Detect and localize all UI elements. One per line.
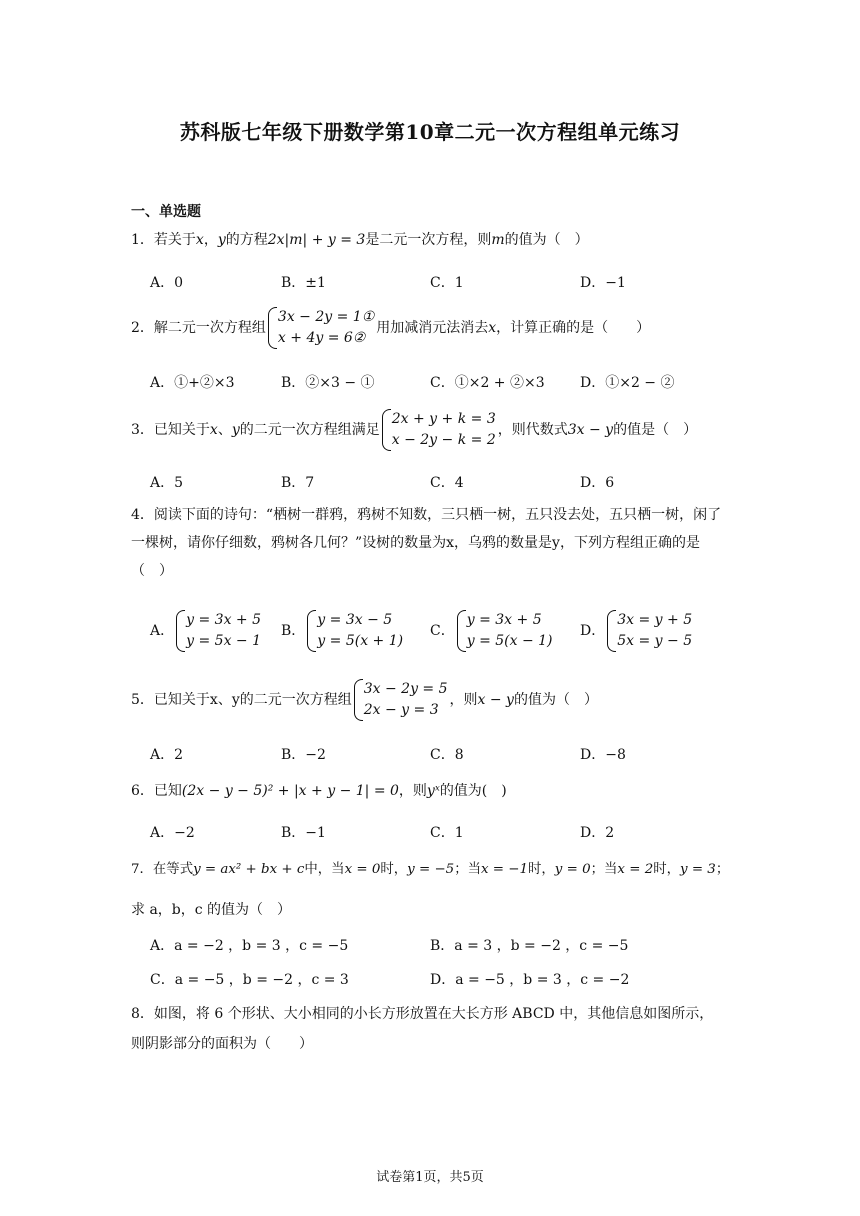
options-q6	[150, 822, 750, 844]
question-text: 已知关于	[153, 422, 210, 438]
option-c[interactable]: C．1	[430, 275, 464, 291]
question-text: 的值是（ ）	[613, 422, 698, 438]
question-text: ，则	[449, 692, 478, 708]
page-title: 苏科版七年级下册数学第10章二元一次方程组单元练习	[179, 120, 681, 144]
option-label: B．	[281, 623, 306, 639]
option-label: A．	[150, 623, 175, 639]
math-expression: x − y	[477, 692, 514, 708]
question-text: 时，	[380, 862, 408, 877]
question-text: 的二元一次方程组满足	[239, 422, 380, 438]
question-text: 时，	[653, 862, 680, 877]
math-var: y	[217, 232, 226, 248]
option-a[interactable]: A．a = −2 ，b = 3 ，c = −5	[150, 938, 349, 954]
question-text: 阅读下面的诗句：“栖树一群鸦，鸦树不知数，三只栖一树，五只没去处，五只栖一树，闲了一棵树，请你仔细数，鸦树各几何？”设树的数量为x，乌鸦的数量是y，下列方程组正确的是（ ）	[131, 507, 722, 579]
option-b[interactable]: B．−2	[281, 747, 326, 763]
math-result: y = −5	[407, 862, 455, 877]
math-expression: yˣ	[426, 783, 440, 799]
question-text: ；	[715, 862, 730, 877]
question-text: ，则代数式	[497, 422, 568, 438]
equation-row: 2x + y + k = 3	[391, 411, 496, 427]
question-text: 的值为（ ）	[513, 692, 598, 708]
option-c[interactable]: C．4	[430, 475, 464, 491]
option-b[interactable]: B．a = 3 ，b = −2 ，c = −5	[430, 938, 629, 954]
option-c[interactable]: C．1	[430, 825, 464, 841]
brace-icon	[354, 679, 363, 721]
question-text: 已知关于x、y的二元一次方程组	[153, 692, 352, 708]
page-footer: 试卷第1页，共5页	[376, 1170, 484, 1185]
equation-row: 3x = y + 5	[617, 612, 693, 628]
equation-row: 3x − 2y = 1①	[277, 309, 375, 325]
question-text: 用加减消元法消去	[376, 320, 489, 336]
question-8-line2: 则阴影部分的面积为（ ）	[131, 1036, 313, 1052]
math-result: y = 0	[554, 862, 591, 877]
question-text: 时，	[528, 862, 555, 877]
question-text: 解二元一次方程组	[153, 320, 266, 336]
math-result: y = 3	[680, 862, 716, 877]
question-8	[131, 1004, 713, 1024]
option-c[interactable]	[430, 610, 555, 652]
equation-system	[354, 679, 448, 721]
math-equation: 2x|m| + y = 3	[267, 232, 366, 248]
options-q7-row2	[150, 969, 750, 991]
question-text: 已知	[153, 783, 182, 799]
equation-system	[307, 610, 403, 652]
brace-icon	[382, 409, 391, 451]
equation-row: x + 4y = 6②	[277, 330, 366, 346]
math-expression: 3x − y	[567, 422, 614, 438]
equation-row: 5x = y − 5	[617, 633, 693, 649]
question-number: 1．	[131, 232, 154, 248]
equation-row: y = 5x − 1	[186, 633, 262, 649]
option-d[interactable]: D．2	[580, 825, 615, 841]
equation-system	[382, 409, 496, 451]
option-a[interactable]: A．0	[150, 275, 184, 291]
question-text: 、	[217, 422, 232, 438]
option-d[interactable]: D．a = −5 ，b = 3 ，c = −2	[430, 972, 630, 988]
question-text: 在等式	[152, 862, 194, 877]
option-d[interactable]: D．−8	[580, 747, 626, 763]
question-text: 的方程	[225, 232, 268, 248]
option-b[interactable]: B．−1	[281, 825, 326, 841]
brace-icon	[307, 610, 316, 652]
question-text: ，计算正确的是（ ）	[496, 320, 651, 336]
option-label: C．	[430, 623, 455, 639]
question-1	[131, 230, 589, 250]
math-condition: x = −1	[480, 862, 529, 877]
option-d[interactable]: D．−1	[580, 275, 626, 291]
question-text: 中，当	[304, 862, 345, 877]
math-condition: x = 0	[344, 862, 381, 877]
equation-system	[176, 610, 261, 652]
equation-row: y = 3x − 5	[317, 612, 393, 628]
brace-icon	[176, 610, 185, 652]
question-number: 5．	[131, 692, 154, 708]
equation-row: y = 5(x + 1)	[317, 633, 404, 649]
options-q2	[150, 372, 750, 394]
option-label: D．	[580, 623, 606, 639]
question-text: ；当	[590, 862, 618, 877]
option-a[interactable]: A．5	[150, 475, 184, 491]
option-a[interactable]	[150, 610, 263, 652]
question-2	[131, 307, 650, 349]
math-var: m	[491, 232, 505, 248]
question-3	[131, 409, 697, 451]
option-a[interactable]: A．①+②×3	[150, 375, 235, 391]
options-q1	[150, 272, 750, 294]
option-d[interactable]: D．6	[580, 475, 615, 491]
equation-row: x − 2y − k = 2	[391, 432, 496, 448]
question-number: 4．	[131, 507, 154, 523]
question-number: 2．	[131, 320, 154, 336]
question-text: 的值为( )	[439, 783, 507, 799]
math-var: y	[231, 422, 240, 438]
option-d[interactable]: D．①×2 − ②	[580, 375, 675, 391]
options-q3	[150, 472, 750, 494]
option-c[interactable]: C．①×2 + ②×3	[430, 375, 545, 391]
options-q4	[150, 610, 750, 660]
options-q5	[150, 744, 750, 766]
equation-system	[607, 610, 692, 652]
math-var: x	[488, 320, 497, 336]
option-a[interactable]: A．2	[150, 747, 184, 763]
question-7-line2: 求 a，b，c 的值为（ ）	[131, 902, 292, 918]
question-text: 若关于	[153, 232, 196, 248]
question-text: ，则	[398, 783, 427, 799]
option-b[interactable]: B．±1	[281, 275, 326, 291]
brace-icon	[457, 610, 466, 652]
equation-system	[457, 610, 553, 652]
section-heading: 一、单选题	[131, 204, 201, 220]
math-equation: y = ax² + bx + c	[193, 862, 305, 877]
math-expression: (2x − y − 5)² + |x + y − 1| = 0	[181, 783, 399, 799]
math-condition: x = 2	[617, 862, 654, 877]
question-text: ；当	[454, 862, 481, 877]
brace-icon	[607, 610, 616, 652]
math-var: x	[209, 422, 218, 438]
question-text: 的值为（ ）	[504, 232, 589, 248]
question-5	[131, 679, 598, 721]
question-text: ，	[203, 232, 218, 248]
option-b[interactable]: B．②×3 − ①	[281, 375, 375, 391]
question-4	[131, 501, 731, 585]
option-b[interactable]	[281, 610, 405, 652]
equation-row: 2x − y = 3	[363, 702, 439, 718]
equation-row: y = 3x + 5	[186, 612, 262, 628]
equation-system	[268, 307, 374, 349]
question-number: 6．	[131, 783, 154, 799]
equation-row: 3x − 2y = 5	[363, 681, 448, 697]
equation-row: y = 3x + 5	[466, 612, 542, 628]
option-a[interactable]: A．−2	[150, 825, 195, 841]
question-text: 是二元一次方程，则	[365, 232, 492, 248]
options-q7-row1	[150, 935, 750, 957]
equation-row: y = 5(x − 1)	[466, 633, 553, 649]
question-number: 3．	[131, 422, 154, 438]
question-number: 7．	[131, 862, 153, 877]
option-d[interactable]	[580, 610, 694, 652]
question-number: 8．	[131, 1006, 154, 1022]
question-7	[131, 860, 729, 880]
option-b[interactable]: B．7	[281, 475, 315, 491]
math-var: x	[195, 232, 204, 248]
option-c[interactable]: C．8	[430, 747, 464, 763]
option-c[interactable]: C．a = −5 ，b = −2 ，c = 3	[150, 972, 349, 988]
brace-icon	[268, 307, 277, 349]
question-6	[131, 781, 507, 801]
question-text: 如图，将 6 个形状、大小相同的小长方形放置在大长方形 ABCD 中，其他信息如图所示，	[153, 1006, 714, 1022]
